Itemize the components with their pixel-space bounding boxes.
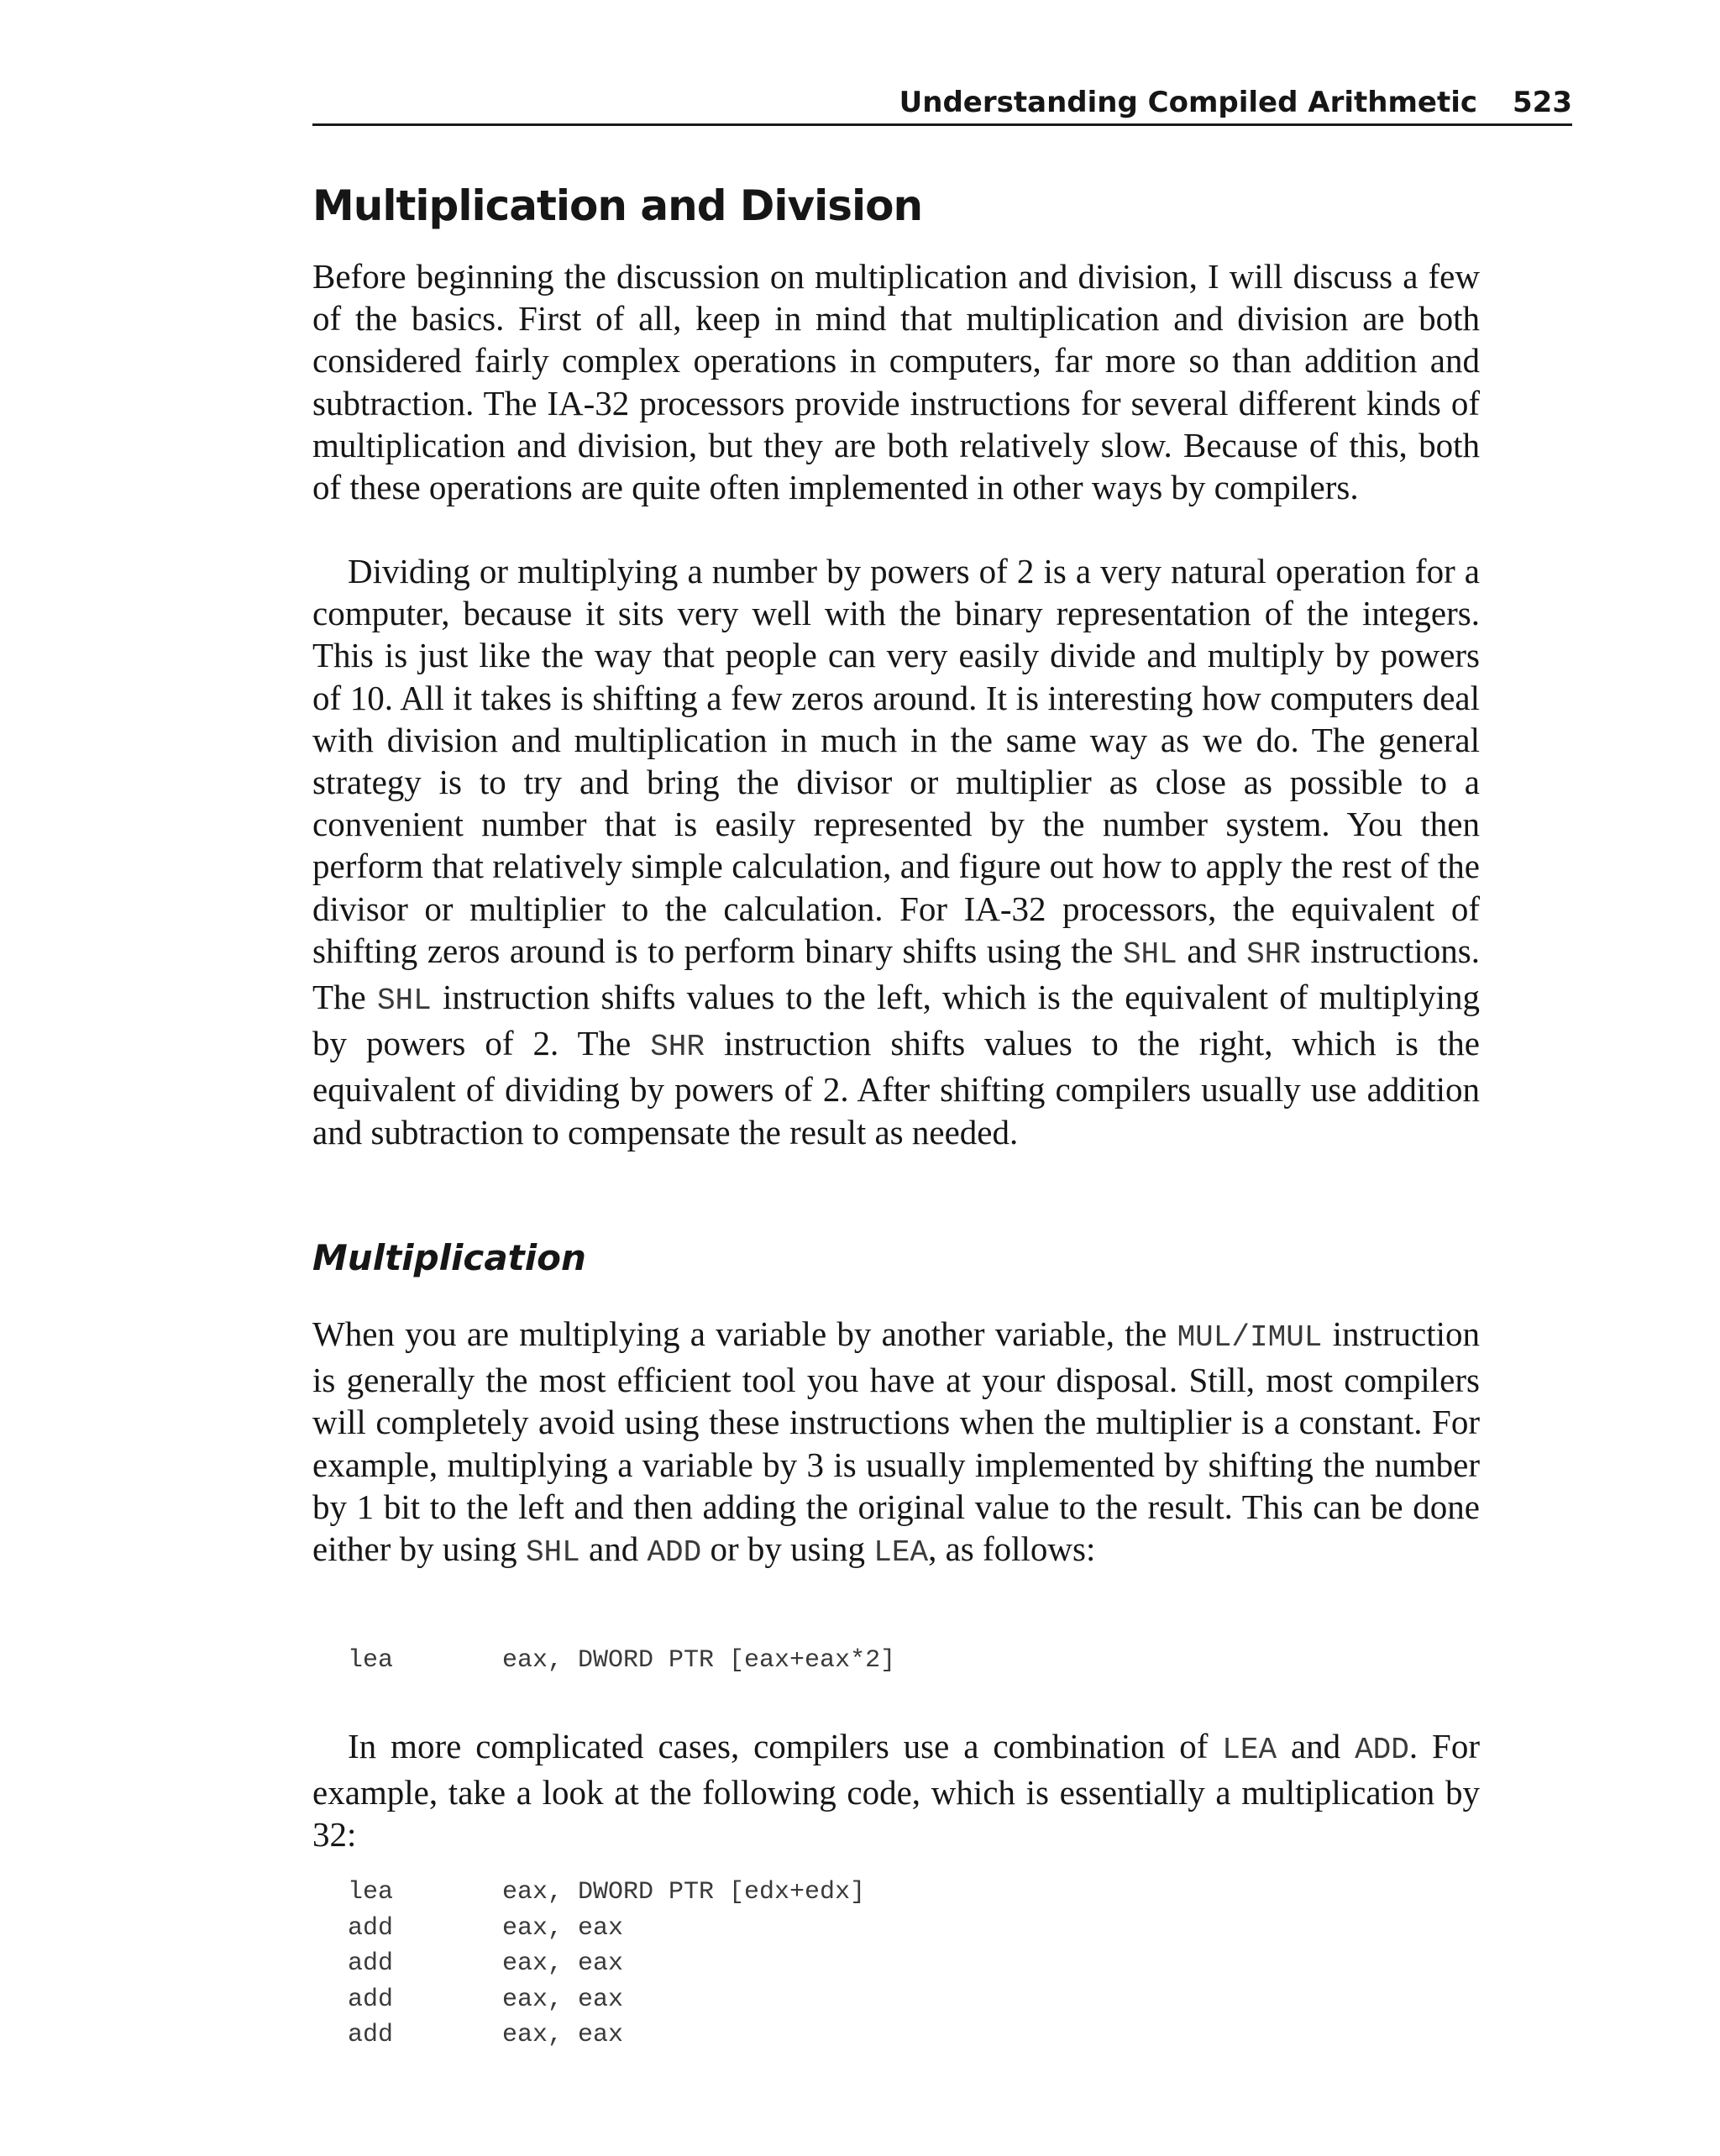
paragraph (312, 255, 1480, 508)
chapter-title: Understanding Compiled Arithmetic (899, 86, 1478, 119)
inline-code: SHL (376, 984, 432, 1019)
section-title: Multiplication and Division (312, 181, 923, 230)
code-line (348, 2017, 865, 2054)
paragraph (312, 1313, 1480, 1574)
text-run: , as follows: (928, 1529, 1096, 1569)
inline-code: LEA (1222, 1733, 1277, 1767)
text-run: instruction shifts values to the left, which is the equivalent of multiplying by powers of 2. The (312, 978, 1480, 1063)
inline-code: SHL (525, 1535, 580, 1571)
code-opcode: lea (348, 1878, 394, 1907)
subsection-title: Multiplication (312, 1237, 586, 1278)
code-operands: eax, DWORD PTR [edx+edx] (502, 1878, 866, 1907)
code-line (348, 1982, 865, 2018)
text-run: Dividing or multiplying a number by powers of 2 is a very natural operation for a computer, because it sits very well with the binary representation of the integers. This is just like the way that people can very easily divide and multiply by powers of 10. All it takes is shifting a few zeros around. It is interesting how computers deal with division and multiplication in much in the same way as we do. The general strategy is to try and bring the divisor or multiplier as close as possible to a convenient number that is easily represented by the number system. You then perform that relatively simple calculation, and figure out how to apply the rest of the divisor or multiplier to the calculation. For IA-32 processors, the equivalent of shifting zeros around is to perform binary shifts using the (312, 552, 1480, 970)
code-line (348, 1643, 895, 1679)
text-run: When you are multiplying a variable by another variable, the (312, 1314, 1177, 1353)
inline-code: ADD (647, 1535, 702, 1571)
paragraph (312, 550, 1480, 1153)
code-opcode: add (348, 2021, 394, 2049)
text-run: and (1277, 1727, 1356, 1765)
code-operands: eax, eax (502, 1949, 624, 1978)
text-run: instruction is generally the most efficient tool you have at your disposal. Still, most compilers will completely avoid using these instructions when the multiplier is a constant. For example, multiplying a variable by 3 is usually implemented by shifting the number by 1 bit to the left and then adding the original value to the result. This can be done either by using (312, 1314, 1481, 1569)
text-run: In more complicated cases, compilers use a combination of (348, 1727, 1223, 1765)
inline-code: ADD (1355, 1733, 1409, 1767)
text-run: or by using (701, 1529, 874, 1569)
code-operands: eax, eax (502, 1913, 624, 1943)
inline-code: MUL/IMUL (1177, 1320, 1323, 1355)
text-run: and (1177, 931, 1247, 970)
inline-code: SHL (1122, 936, 1177, 972)
inline-code: SHR (1246, 936, 1301, 972)
text-run: instructions. The (312, 931, 1481, 1017)
code-line (348, 1946, 865, 1982)
text-run: Before beginning the discussion on multiplication and division, I will discuss a few of the basics. First of all, keep in mind that multiplication and division are both considered fairly complex operations in computers, far more so than addition and subtraction. The IA-32 processors provide instructions for several different kinds of multiplication and division, but they are both relatively slow. Because of this, both of these operations are quite often implemented in other ways by compilers. (312, 257, 1480, 507)
code-opcode: add (348, 1985, 394, 2014)
text-run: . For example, take a look at the following code, which is essentially a multiplication by 32: (312, 1727, 1480, 1854)
paragraph (312, 1725, 1480, 1856)
code-operands: eax, eax (502, 2021, 624, 2049)
code-block (348, 1875, 865, 2054)
code-operands: eax, DWORD PTR [eax+eax*2] (502, 1646, 896, 1675)
code-operands: eax, eax (502, 1985, 624, 2014)
code-opcode: add (348, 1949, 394, 1978)
inline-code: SHR (650, 1030, 705, 1065)
code-opcode: lea (348, 1646, 394, 1675)
book-page (312, 0, 1572, 2156)
text-run: and (579, 1529, 648, 1569)
page-number: 523 (1513, 86, 1572, 119)
running-head (312, 79, 1572, 126)
code-line (348, 1911, 865, 1947)
text-run: instruction shifts values to the right, which is the equivalent of dividing by powers of 2. After shifting compilers usually use addition and subtraction to compensate the result as needed. (312, 1024, 1480, 1151)
code-opcode: add (348, 1913, 394, 1943)
code-block (348, 1643, 895, 1679)
code-line (348, 1875, 865, 1911)
inline-code: LEA (873, 1535, 929, 1571)
